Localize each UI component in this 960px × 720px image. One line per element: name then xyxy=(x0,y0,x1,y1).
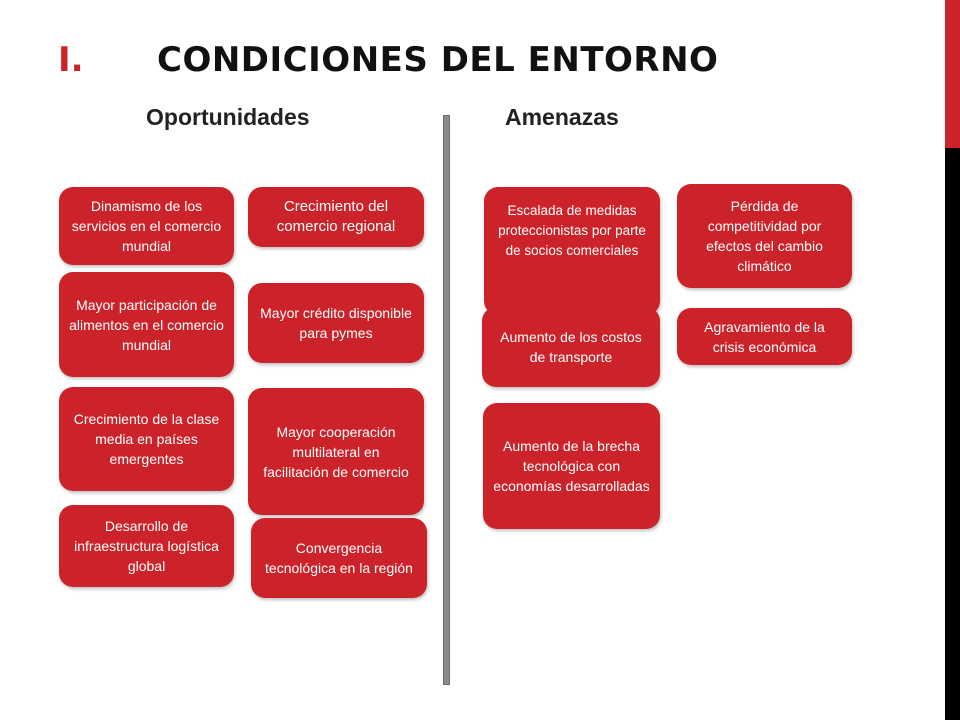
opportunity-box xyxy=(59,505,234,587)
opportunity-box xyxy=(59,387,234,491)
threats-heading: Amenazas xyxy=(505,104,619,130)
opportunity-text: Mayor crédito disponible para pymes xyxy=(260,305,412,341)
threat-box xyxy=(482,307,660,387)
accent-bar-top xyxy=(945,0,960,148)
accent-bar-bottom xyxy=(945,148,960,720)
title-number: I. xyxy=(58,40,84,80)
opportunity-text: Crecimiento del comercio regional xyxy=(276,198,396,235)
threat-box xyxy=(677,184,852,288)
threat-box xyxy=(483,403,660,529)
threat-text: Aumento de los costos de transporte xyxy=(500,329,642,365)
threat-box xyxy=(677,308,852,365)
opportunity-text: Dinamismo de los servicios en el comercio mundial xyxy=(71,198,222,254)
threat-box xyxy=(484,187,660,315)
opportunity-text: Mayor participación de alimentos en el comercio mundial xyxy=(69,296,224,353)
opportunity-text: Mayor cooperación multilateral en facilitación de comercio xyxy=(263,423,409,480)
opportunity-box xyxy=(248,187,424,247)
opportunities-heading: Oportunidades xyxy=(146,104,310,130)
opportunity-box xyxy=(248,283,424,363)
threat-text: Pérdida de competitividad por efectos del cambio climático xyxy=(706,198,823,274)
opportunity-box xyxy=(248,388,424,515)
opportunity-text: Convergencia tecnológica en la región xyxy=(265,540,413,576)
slide-title: CONDICIONES DEL ENTORNO xyxy=(157,40,719,80)
opportunity-text: Crecimiento de la clase media en países emergentes xyxy=(73,411,220,467)
opportunity-box xyxy=(59,272,234,377)
threat-text: Aumento de la brecha tecnológica con economías desarrolladas xyxy=(493,438,650,494)
threat-text: Escalada de medidas proteccionistas por parte de socios comerciales xyxy=(498,203,646,258)
threat-text: Agravamiento de la crisis económica xyxy=(704,318,825,355)
column-divider xyxy=(443,115,450,685)
opportunity-box xyxy=(59,187,234,265)
opportunity-box xyxy=(251,518,427,598)
opportunity-text: Desarrollo de infraestructura logística global xyxy=(74,518,219,574)
